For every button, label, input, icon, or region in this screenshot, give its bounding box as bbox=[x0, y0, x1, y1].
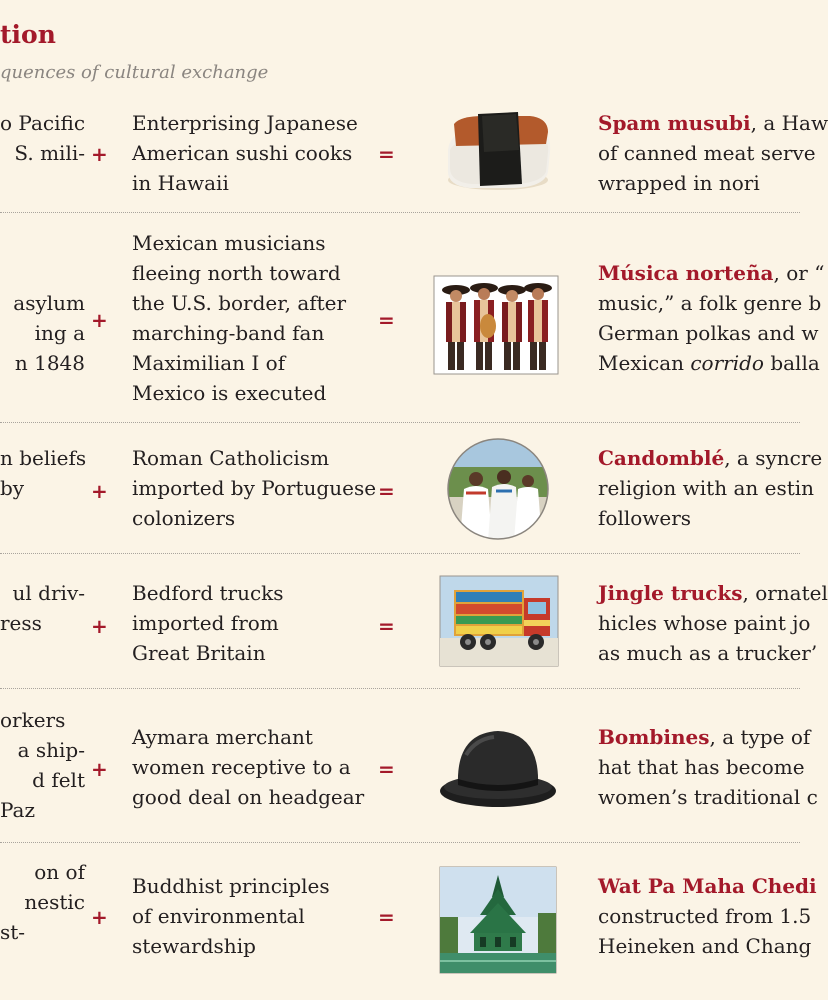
exchange-row-candomble bbox=[0, 443, 823, 543]
result-name: Spam musubi bbox=[598, 111, 751, 135]
result-text bbox=[598, 443, 823, 533]
row-divider bbox=[0, 842, 800, 843]
cause-line: st- bbox=[0, 920, 26, 944]
cause-text bbox=[0, 108, 85, 168]
nortena-band-photo bbox=[434, 276, 558, 374]
equals-sign: = bbox=[378, 142, 395, 166]
result-line: , a Haw bbox=[750, 111, 828, 135]
cause-text bbox=[0, 705, 85, 825]
equals-sign: = bbox=[378, 757, 395, 781]
exchange-row-spam-musubi bbox=[0, 108, 828, 208]
cause-line: by bbox=[0, 476, 25, 500]
cause-line: ul driv- bbox=[12, 581, 85, 605]
ingredient-text bbox=[132, 443, 377, 533]
result-line: followers bbox=[598, 506, 692, 530]
equals-sign: = bbox=[378, 308, 395, 332]
cause-line: d felt bbox=[32, 768, 85, 792]
cause-text bbox=[0, 578, 85, 638]
result-fragment: Mexican bbox=[598, 351, 691, 375]
cause-text bbox=[0, 443, 85, 503]
exchange-row-jingle-trucks bbox=[0, 578, 828, 678]
result-text bbox=[598, 578, 828, 668]
cause-line: o Pacific bbox=[0, 111, 86, 135]
cause-line: Paz bbox=[0, 798, 36, 822]
ingredient-line: American sushi cooks bbox=[132, 141, 353, 165]
equals-sign: = bbox=[378, 479, 395, 503]
result-name: Wat Pa Maha Chedi bbox=[598, 874, 817, 898]
result-italic-term: corrido bbox=[690, 351, 764, 375]
exchange-row-musica-nortena bbox=[0, 228, 825, 413]
cause-text bbox=[0, 288, 85, 378]
bowler-hat-photo bbox=[436, 725, 560, 813]
ingredient-text bbox=[132, 228, 372, 408]
result-line bbox=[598, 348, 820, 378]
result-line: , ornatel bbox=[742, 581, 828, 605]
equals-sign: = bbox=[378, 614, 395, 638]
result-line: , a syncre bbox=[724, 446, 823, 470]
result-name: Bombines bbox=[598, 725, 710, 749]
ingredient-line: Great Britain bbox=[132, 641, 266, 665]
result-text bbox=[598, 871, 817, 961]
cause-line: asylum bbox=[13, 291, 85, 315]
cause-line: n beliefs bbox=[0, 446, 87, 470]
plus-sign: + bbox=[91, 479, 108, 503]
result-line: , a type of bbox=[709, 725, 811, 749]
cause-line: orkers bbox=[0, 708, 66, 732]
cause-line: S. mili- bbox=[14, 141, 85, 165]
result-line: as much as a trucker’ bbox=[598, 641, 818, 665]
result-line: constructed from 1.5 bbox=[598, 904, 812, 928]
equals-sign: = bbox=[378, 905, 395, 929]
result-name: Música norteña bbox=[598, 261, 774, 285]
ingredient-text bbox=[132, 722, 372, 812]
result-fragment: balla bbox=[763, 351, 820, 375]
result-name: Candomblé bbox=[598, 446, 725, 470]
cause-line: n 1848 bbox=[14, 351, 85, 375]
ingredient-line: Bedford trucks bbox=[132, 581, 284, 605]
ingredient-text bbox=[132, 578, 372, 668]
cause-line: a ship- bbox=[17, 738, 85, 762]
section-subtitle: quences of cultural exchange bbox=[0, 62, 269, 83]
row-divider bbox=[0, 688, 800, 689]
ingredient-line: Enterprising Japanese bbox=[132, 111, 358, 135]
spam-musubi-photo bbox=[440, 110, 556, 194]
ingredient-line: good deal on headgear bbox=[132, 785, 365, 809]
cause-line: ing a bbox=[34, 321, 85, 345]
exchange-row-bombines bbox=[0, 705, 818, 835]
result-line: of canned meat serve bbox=[598, 141, 816, 165]
ingredient-line: imported by Portuguese bbox=[132, 476, 377, 500]
cause-line: nestic bbox=[24, 890, 85, 914]
candomble-photo bbox=[446, 437, 550, 541]
row-divider bbox=[0, 553, 800, 554]
row-divider bbox=[0, 422, 800, 423]
cause-line: ress bbox=[0, 611, 42, 635]
result-line: religion with an estin bbox=[598, 476, 815, 500]
result-line: German polkas and w bbox=[598, 321, 819, 345]
jingle-truck-photo bbox=[440, 576, 558, 666]
ingredient-line: marching-band fan bbox=[132, 321, 325, 345]
row-divider bbox=[0, 212, 800, 213]
result-text bbox=[598, 258, 825, 378]
plus-sign: + bbox=[91, 905, 108, 929]
result-line: hicles whose paint jo bbox=[598, 611, 811, 635]
ingredient-line: the U.S. border, after bbox=[132, 291, 347, 315]
result-text bbox=[598, 108, 828, 198]
cause-text bbox=[0, 857, 85, 947]
ingredient-line: Mexico is executed bbox=[132, 381, 327, 405]
ingredient-line: fleeing north toward bbox=[132, 261, 341, 285]
ingredient-line: Aymara merchant bbox=[132, 725, 313, 749]
cause-line: on of bbox=[34, 860, 85, 884]
result-line: women’s traditional c bbox=[598, 785, 818, 809]
exchange-row-wat-pa-maha-chedi bbox=[0, 857, 817, 997]
ingredient-line: Mexican musicians bbox=[132, 231, 326, 255]
result-line: Heineken and Chang bbox=[598, 934, 812, 958]
ingredient-line: imported from bbox=[132, 611, 279, 635]
result-line: music,” a folk genre b bbox=[598, 291, 822, 315]
ingredient-text bbox=[132, 871, 372, 961]
plus-sign: + bbox=[91, 757, 108, 781]
ingredient-line: of environmental bbox=[132, 904, 305, 928]
ingredient-line: Maximilian I of bbox=[132, 351, 286, 375]
result-text bbox=[598, 722, 818, 812]
ingredient-line: in Hawaii bbox=[132, 171, 229, 195]
ingredient-line: stewardship bbox=[132, 934, 256, 958]
result-name: Jingle trucks bbox=[598, 581, 743, 605]
result-line: , or “ bbox=[773, 261, 825, 285]
ingredient-text bbox=[132, 108, 372, 198]
wat-pa-maha-chedi-photo bbox=[440, 867, 556, 973]
plus-sign: + bbox=[91, 142, 108, 166]
plus-sign: + bbox=[91, 308, 108, 332]
ingredient-line: colonizers bbox=[132, 506, 236, 530]
ingredient-line: women receptive to a bbox=[132, 755, 351, 779]
ingredient-line: Buddhist principles bbox=[132, 874, 330, 898]
ingredient-line: Roman Catholicism bbox=[132, 446, 330, 470]
result-line: wrapped in nori bbox=[598, 171, 760, 195]
plus-sign: + bbox=[91, 614, 108, 638]
section-title: tion bbox=[0, 20, 56, 49]
result-line: hat that has become bbox=[598, 755, 805, 779]
